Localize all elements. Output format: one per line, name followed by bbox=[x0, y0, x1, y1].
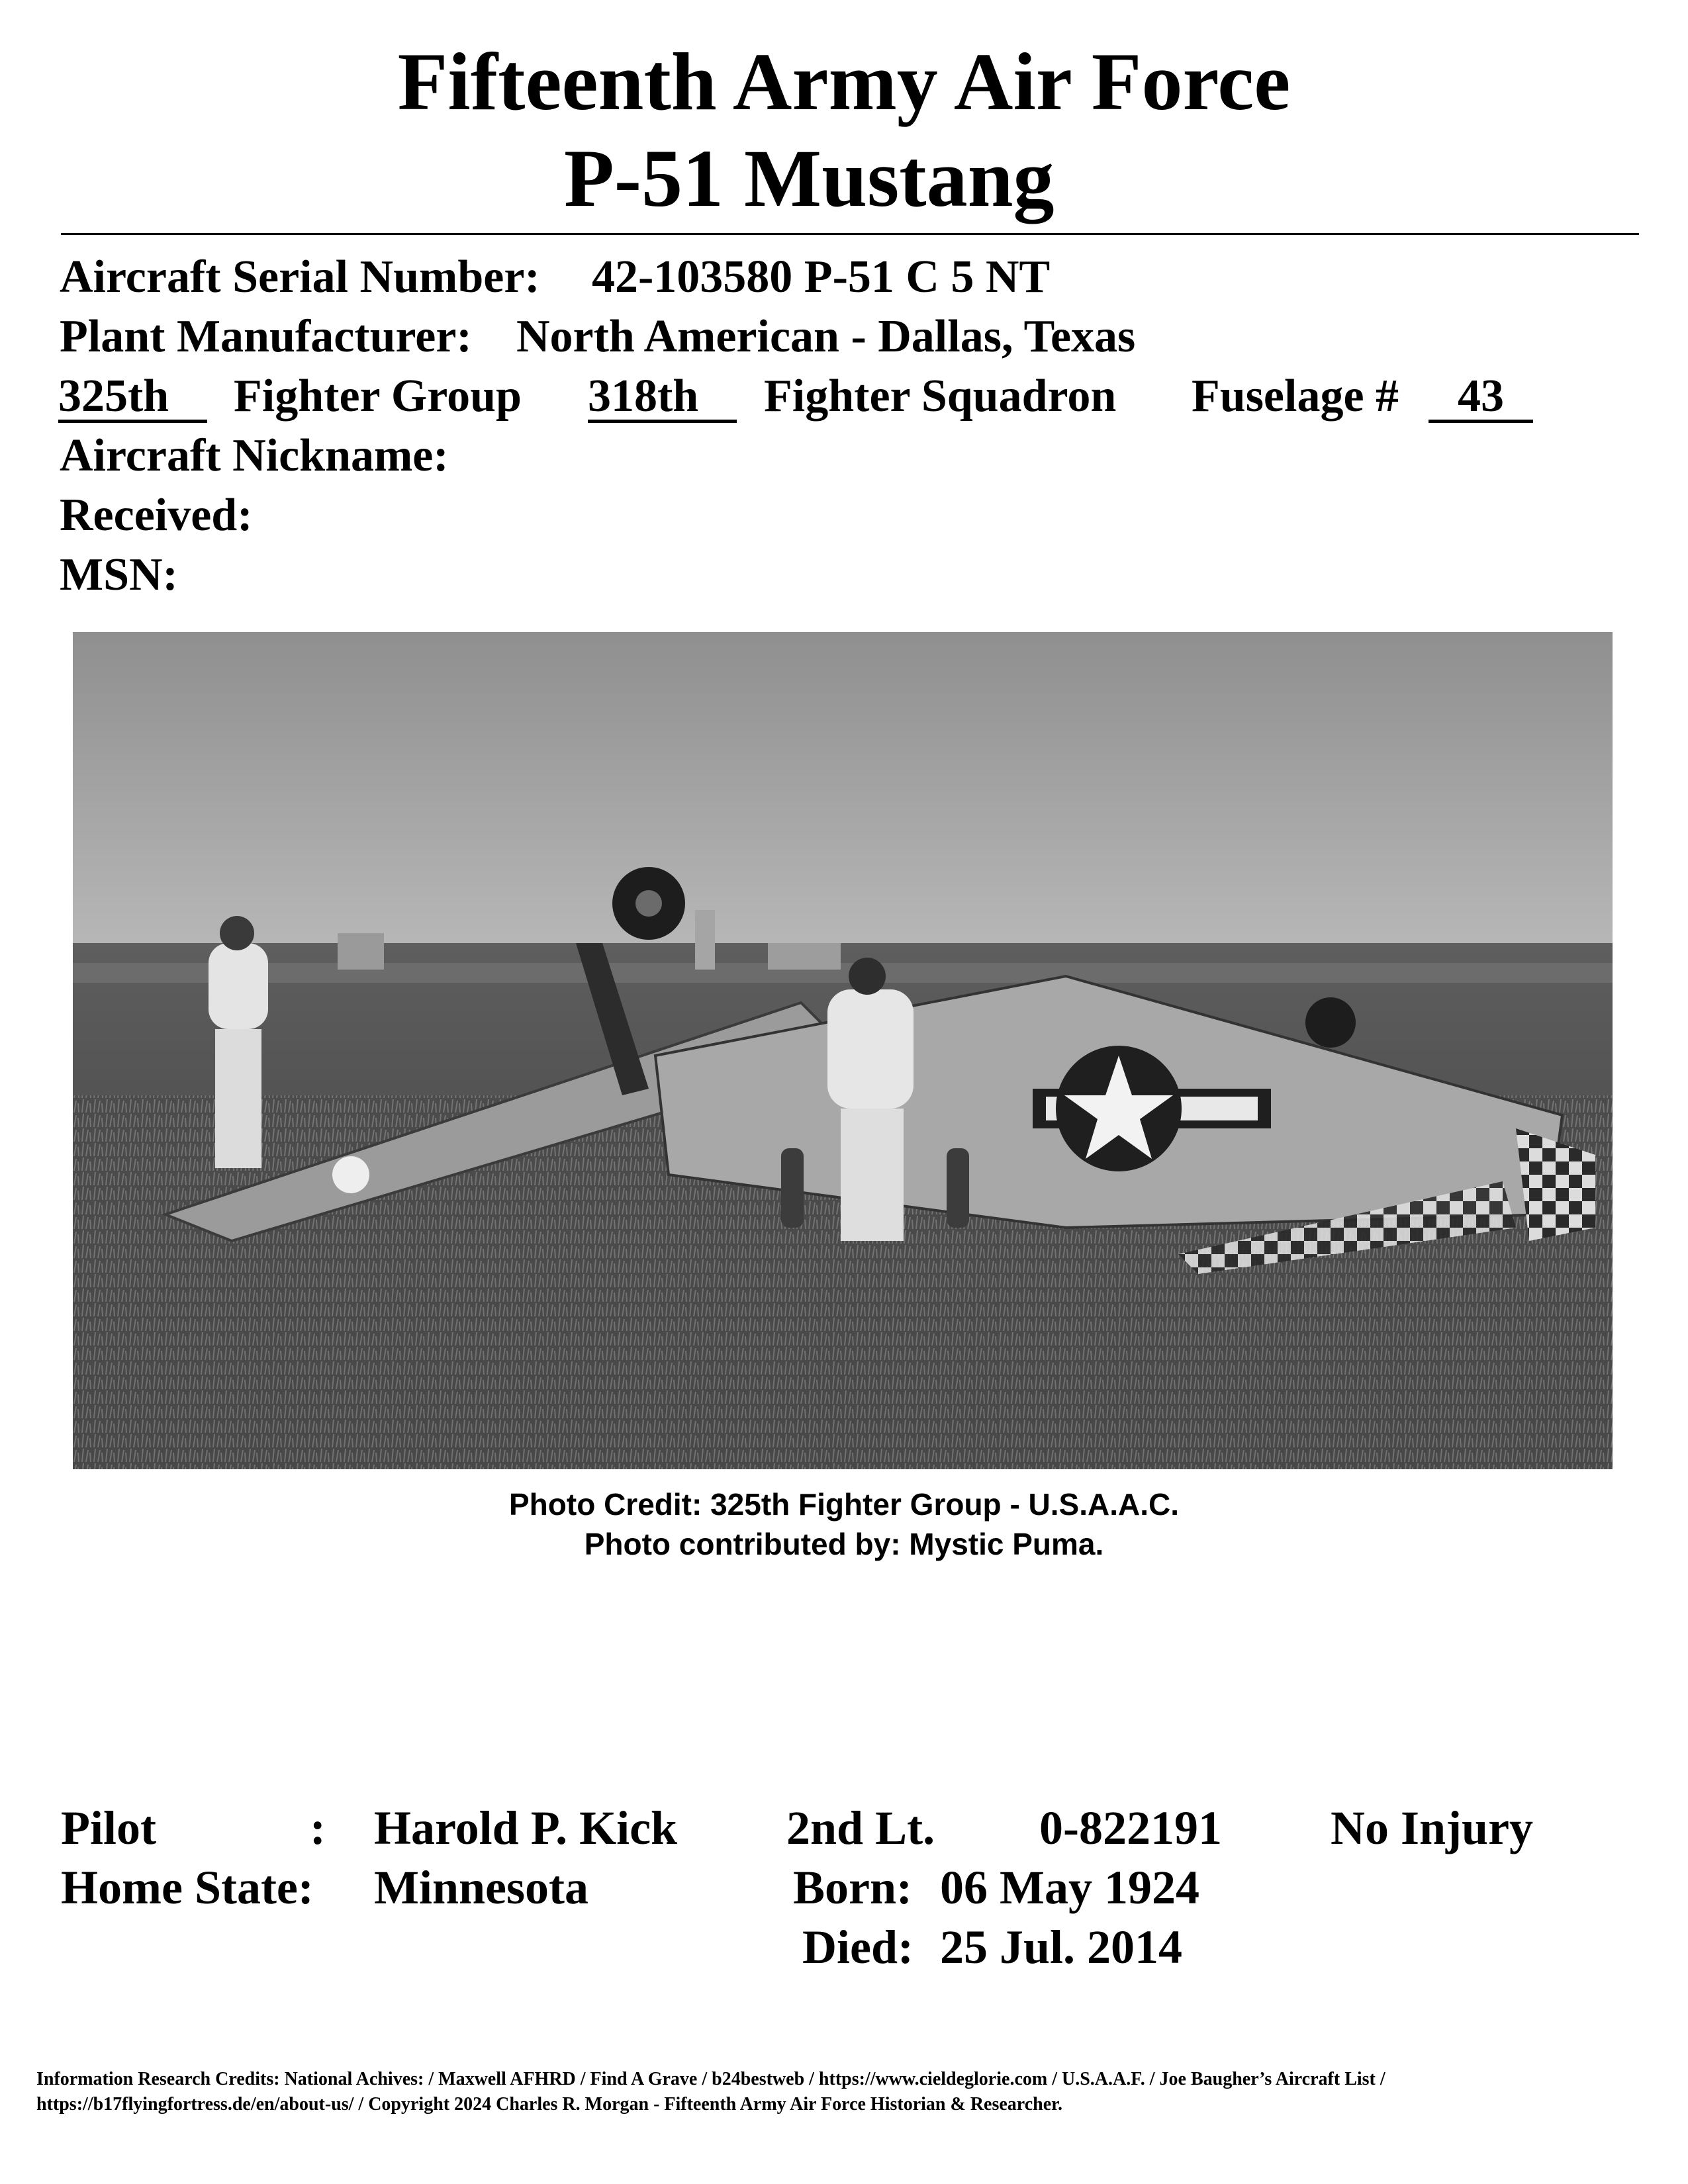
fuselage-label: Fuselage # bbox=[1192, 371, 1399, 422]
header-divider bbox=[61, 233, 1639, 235]
squadron-row bbox=[588, 373, 737, 423]
group-value: 325th bbox=[58, 373, 207, 423]
squadron-value: 318th bbox=[588, 373, 737, 423]
footer-credits-line-1: Information Research Credits: National Achives: / Maxwell AFHRD / Find A Grave / b24bestweb / https://www.cieldeglorie.com / U.S.A.A.F. / Joe Baugher’s Aircraft List / bbox=[36, 2069, 1385, 2089]
footer-credits-line-2: https://b17flyingfortress.de/en/about-us/ / Copyright 2024 Charles R. Morgan - Fifteenth Army Air Force Historian & Researcher. bbox=[36, 2094, 1062, 2115]
serial-value: 42-103580 P-51 C 5 NT bbox=[592, 251, 1051, 302]
photo-contributor: Photo contributed by: Mystic Puma. bbox=[584, 1527, 1104, 1561]
died-value: 25 Jul. 2014 bbox=[940, 1921, 1183, 1974]
group-row bbox=[58, 373, 207, 423]
received-label: Received: bbox=[60, 490, 253, 541]
squadron-label: Fighter Squadron bbox=[764, 371, 1117, 422]
home-state-label: Home State: bbox=[61, 1861, 314, 1914]
serial-label: Aircraft Serial Number: bbox=[60, 251, 540, 302]
pilot-service-number: 0-822191 bbox=[1039, 1801, 1222, 1854]
msn-label: MSN: bbox=[60, 549, 178, 600]
died-label: Died: bbox=[802, 1921, 914, 1974]
group-label: Fighter Group bbox=[234, 371, 522, 422]
pilot-status: No Injury bbox=[1331, 1801, 1534, 1854]
page-subtitle: P-51 Mustang bbox=[564, 133, 1055, 224]
aircraft-photo bbox=[73, 632, 1613, 1469]
page-title: Fifteenth Army Air Force bbox=[397, 36, 1291, 127]
pilot-rank: 2nd Lt. bbox=[786, 1801, 935, 1854]
born-value: 06 May 1924 bbox=[940, 1861, 1199, 1914]
nickname-label: Aircraft Nickname: bbox=[60, 430, 449, 481]
pilot-label: Pilot bbox=[61, 1801, 156, 1854]
born-label: Born: bbox=[793, 1861, 912, 1914]
plant-value: North American - Dallas, Texas bbox=[516, 311, 1136, 362]
home-state-value: Minnesota bbox=[374, 1861, 588, 1914]
plant-label: Plant Manufacturer: bbox=[60, 311, 472, 362]
pilot-name: Harold P. Kick bbox=[374, 1801, 678, 1854]
pilot-colon: : bbox=[310, 1801, 326, 1854]
crashed-aircraft-photo bbox=[73, 632, 1613, 1469]
photo-credit: Photo Credit: 325th Fighter Group - U.S.A.A.C. bbox=[509, 1487, 1179, 1522]
fuselage-value: 43 bbox=[1429, 373, 1533, 423]
fuselage-row bbox=[1429, 373, 1533, 423]
